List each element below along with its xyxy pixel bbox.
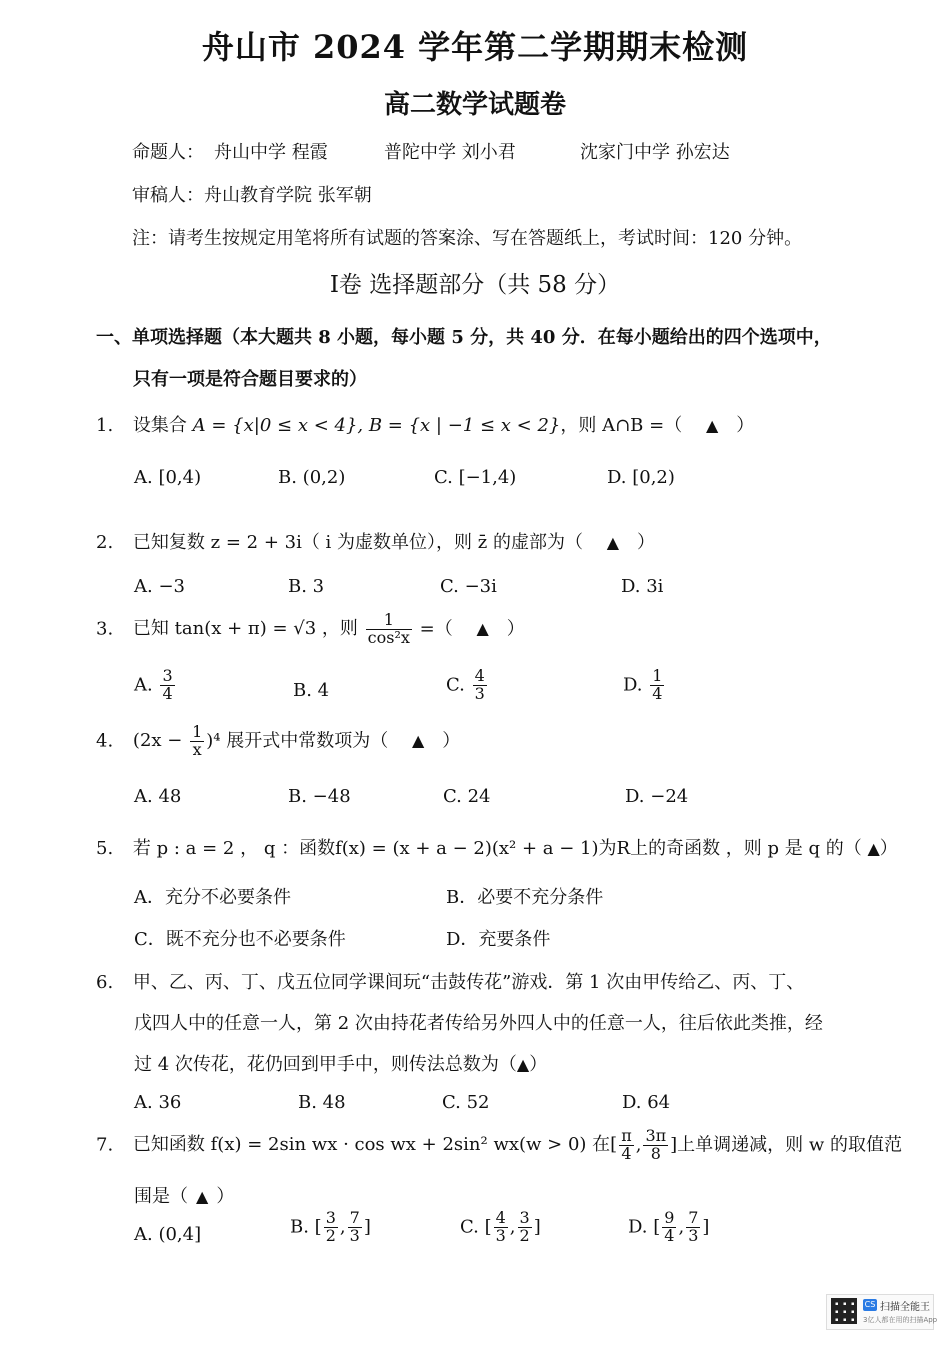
part-heading-line-1: 一、单项选择题（本大题共 8 小题，每小题 5 分，共 40 分．在每小题给出的四个选项中，	[96, 327, 832, 348]
fraction: $\frac{1}{\text{cos²x}}$	[367, 610, 410, 647]
author-3: 沈家门中学 孙宏达	[580, 142, 730, 163]
q3-option-c: C. $\frac{4}{3}$	[446, 666, 485, 703]
author-1: 舟山中学 程霞	[214, 142, 328, 163]
scanner-watermark	[826, 1294, 938, 1330]
camscanner-logo-icon: CS	[864, 1300, 876, 1309]
exam-note: 注：请考生按规定用笔将所有试题的答案涂、写在答题纸上，考试时间：120 分钟。	[132, 228, 803, 249]
q4-option-c: C. 24	[443, 786, 491, 807]
q5-option-b: B．必要不充分条件	[446, 887, 604, 908]
answer-blank-triangle: ▲	[476, 619, 489, 639]
q6-option-c: C. 52	[442, 1092, 490, 1113]
q2-option-c: C. −3i	[440, 576, 497, 597]
q6-option-a: A. 36	[134, 1092, 182, 1113]
q1-option-b: B. (0,2)	[278, 467, 346, 488]
question-number: 6.	[96, 972, 114, 993]
author-2: 普陀中学 刘小君	[384, 142, 516, 163]
question-6: 6. 甲、乙、丙、丁、戊五位同学课间玩“击鼓传花”游戏．第 1 次由甲传给乙、丙、丁、	[96, 972, 805, 993]
q7-option-a: A. (0,4]	[134, 1224, 202, 1245]
q2-option-d: D. 3i	[621, 576, 664, 597]
answer-blank-triangle: ▲	[867, 839, 880, 858]
q5-option-d: D．充要条件	[446, 929, 551, 950]
q3-option-a: A. $\frac{3}{4}$	[134, 666, 173, 703]
scanner-title: 扫描全能王	[880, 1302, 930, 1313]
q6-option-b: B. 48	[298, 1092, 346, 1113]
question-7: 7. 已知函数 f(x) = 2sin wx · cos wx + 2sin² wx(w > 0) 在[ $\frac{\pi}{4}$ , $\frac{3\pi}{8}$ ]上单调递减，则 w 的取值范	[96, 1126, 903, 1163]
q1-option-d: D. [0,2)	[607, 467, 675, 488]
question-number: 5.	[96, 838, 114, 859]
question-3: 3. 已知 tan(x + π) = √3 ，则 $\frac{1}{\text{cos²x}}$ =（ ▲ ）	[96, 610, 525, 647]
answer-blank-triangle: ▲	[606, 533, 620, 552]
section-title: Ⅰ卷 选择题部分（共 58 分）	[329, 272, 621, 298]
exam-subtitle: 高二数学试题卷	[383, 90, 566, 120]
question-number: 4.	[96, 730, 114, 752]
q3-option-d: D. $\frac{1}{4}$	[623, 666, 663, 703]
qr-code-icon	[831, 1298, 857, 1324]
answer-blank-triangle: ▲	[516, 1055, 530, 1074]
question-number: 1.	[96, 415, 114, 436]
fraction: $\frac{1}{x}$	[192, 722, 203, 759]
question-2: 2. 已知复数 z = 2 + 3i（ i 为虚数单位），则 z̄ 的虚部为（ ▲ ）	[96, 532, 656, 553]
question-number: 7.	[96, 1134, 114, 1156]
question-1: 1. 设集合 A = {x|0 ≤ x < 4}, B = {x | −1 ≤ x < 2}，则 A∩B =（ ▲ ）	[96, 415, 755, 436]
q4-option-a: A. 48	[134, 786, 182, 807]
q2-option-b: B. 3	[288, 576, 325, 597]
part-heading-line-2: 只有一项是符合题目要求的）	[133, 369, 367, 390]
q4-option-d: D. −24	[625, 786, 689, 807]
scanner-subtitle: 3亿人都在用的扫描App	[863, 1316, 938, 1324]
q1-option-a: A. [0,4)	[134, 467, 202, 488]
answer-blank-triangle: ▲	[196, 1187, 209, 1206]
question-6-line-3: 过 4 次传花，花仍回到甲手中，则传法总数为（▲）	[134, 1054, 548, 1075]
q1-option-c: C. [−1,4)	[434, 467, 517, 488]
answer-blank-triangle: ▲	[705, 416, 719, 435]
answer-blank-triangle: ▲	[411, 731, 425, 751]
question-4: 4. (2x − $\frac{1}{x}$ )⁴ 展开式中常数项为（ ▲ ）	[96, 722, 461, 759]
q5-option-a: A．充分不必要条件	[134, 887, 291, 908]
q5-option-c: C．既不充分也不必要条件	[134, 929, 346, 950]
q3-option-b: B. 4	[293, 680, 330, 701]
q6-option-d: D. 64	[622, 1092, 671, 1113]
q2-option-a: A. −3	[134, 576, 185, 597]
exam-title: 舟山市 2024 学年第二学期期末检测	[201, 28, 749, 66]
question-number: 3.	[96, 618, 114, 640]
reviewer: 审稿人：舟山教育学院 张军朝	[132, 185, 372, 206]
question-5: 5. 若 p : a = 2 ， q ：函数f(x) = (x + a − 2)(x² + a − 1)为R上的奇函数 ，则 p 是 q 的（ ▲）	[96, 838, 898, 859]
authors-label: 命题人：	[132, 142, 204, 163]
q7-option-c: C. [ $\frac{4}{3}$ , $\frac{3}{2}$ ]	[460, 1208, 541, 1245]
question-7-line-2: 围是（ ▲ ）	[134, 1186, 235, 1207]
set-expression: A = {x|0 ≤ x < 4}, B = {x | −1 ≤ x < 2}	[192, 415, 561, 436]
question-number: 2.	[96, 532, 114, 553]
question-6-line-2: 戊四人中的任意一人，第 2 次由持花者传给另外四人中的任意一人，往后依此类推，经	[134, 1013, 823, 1034]
q4-option-b: B. −48	[288, 786, 351, 807]
q7-option-b: B. [ $\frac{3}{2}$ , $\frac{7}{3}$ ]	[290, 1208, 371, 1245]
q7-option-d: D. [ $\frac{9}{4}$ , $\frac{7}{3}$ ]	[628, 1208, 710, 1245]
